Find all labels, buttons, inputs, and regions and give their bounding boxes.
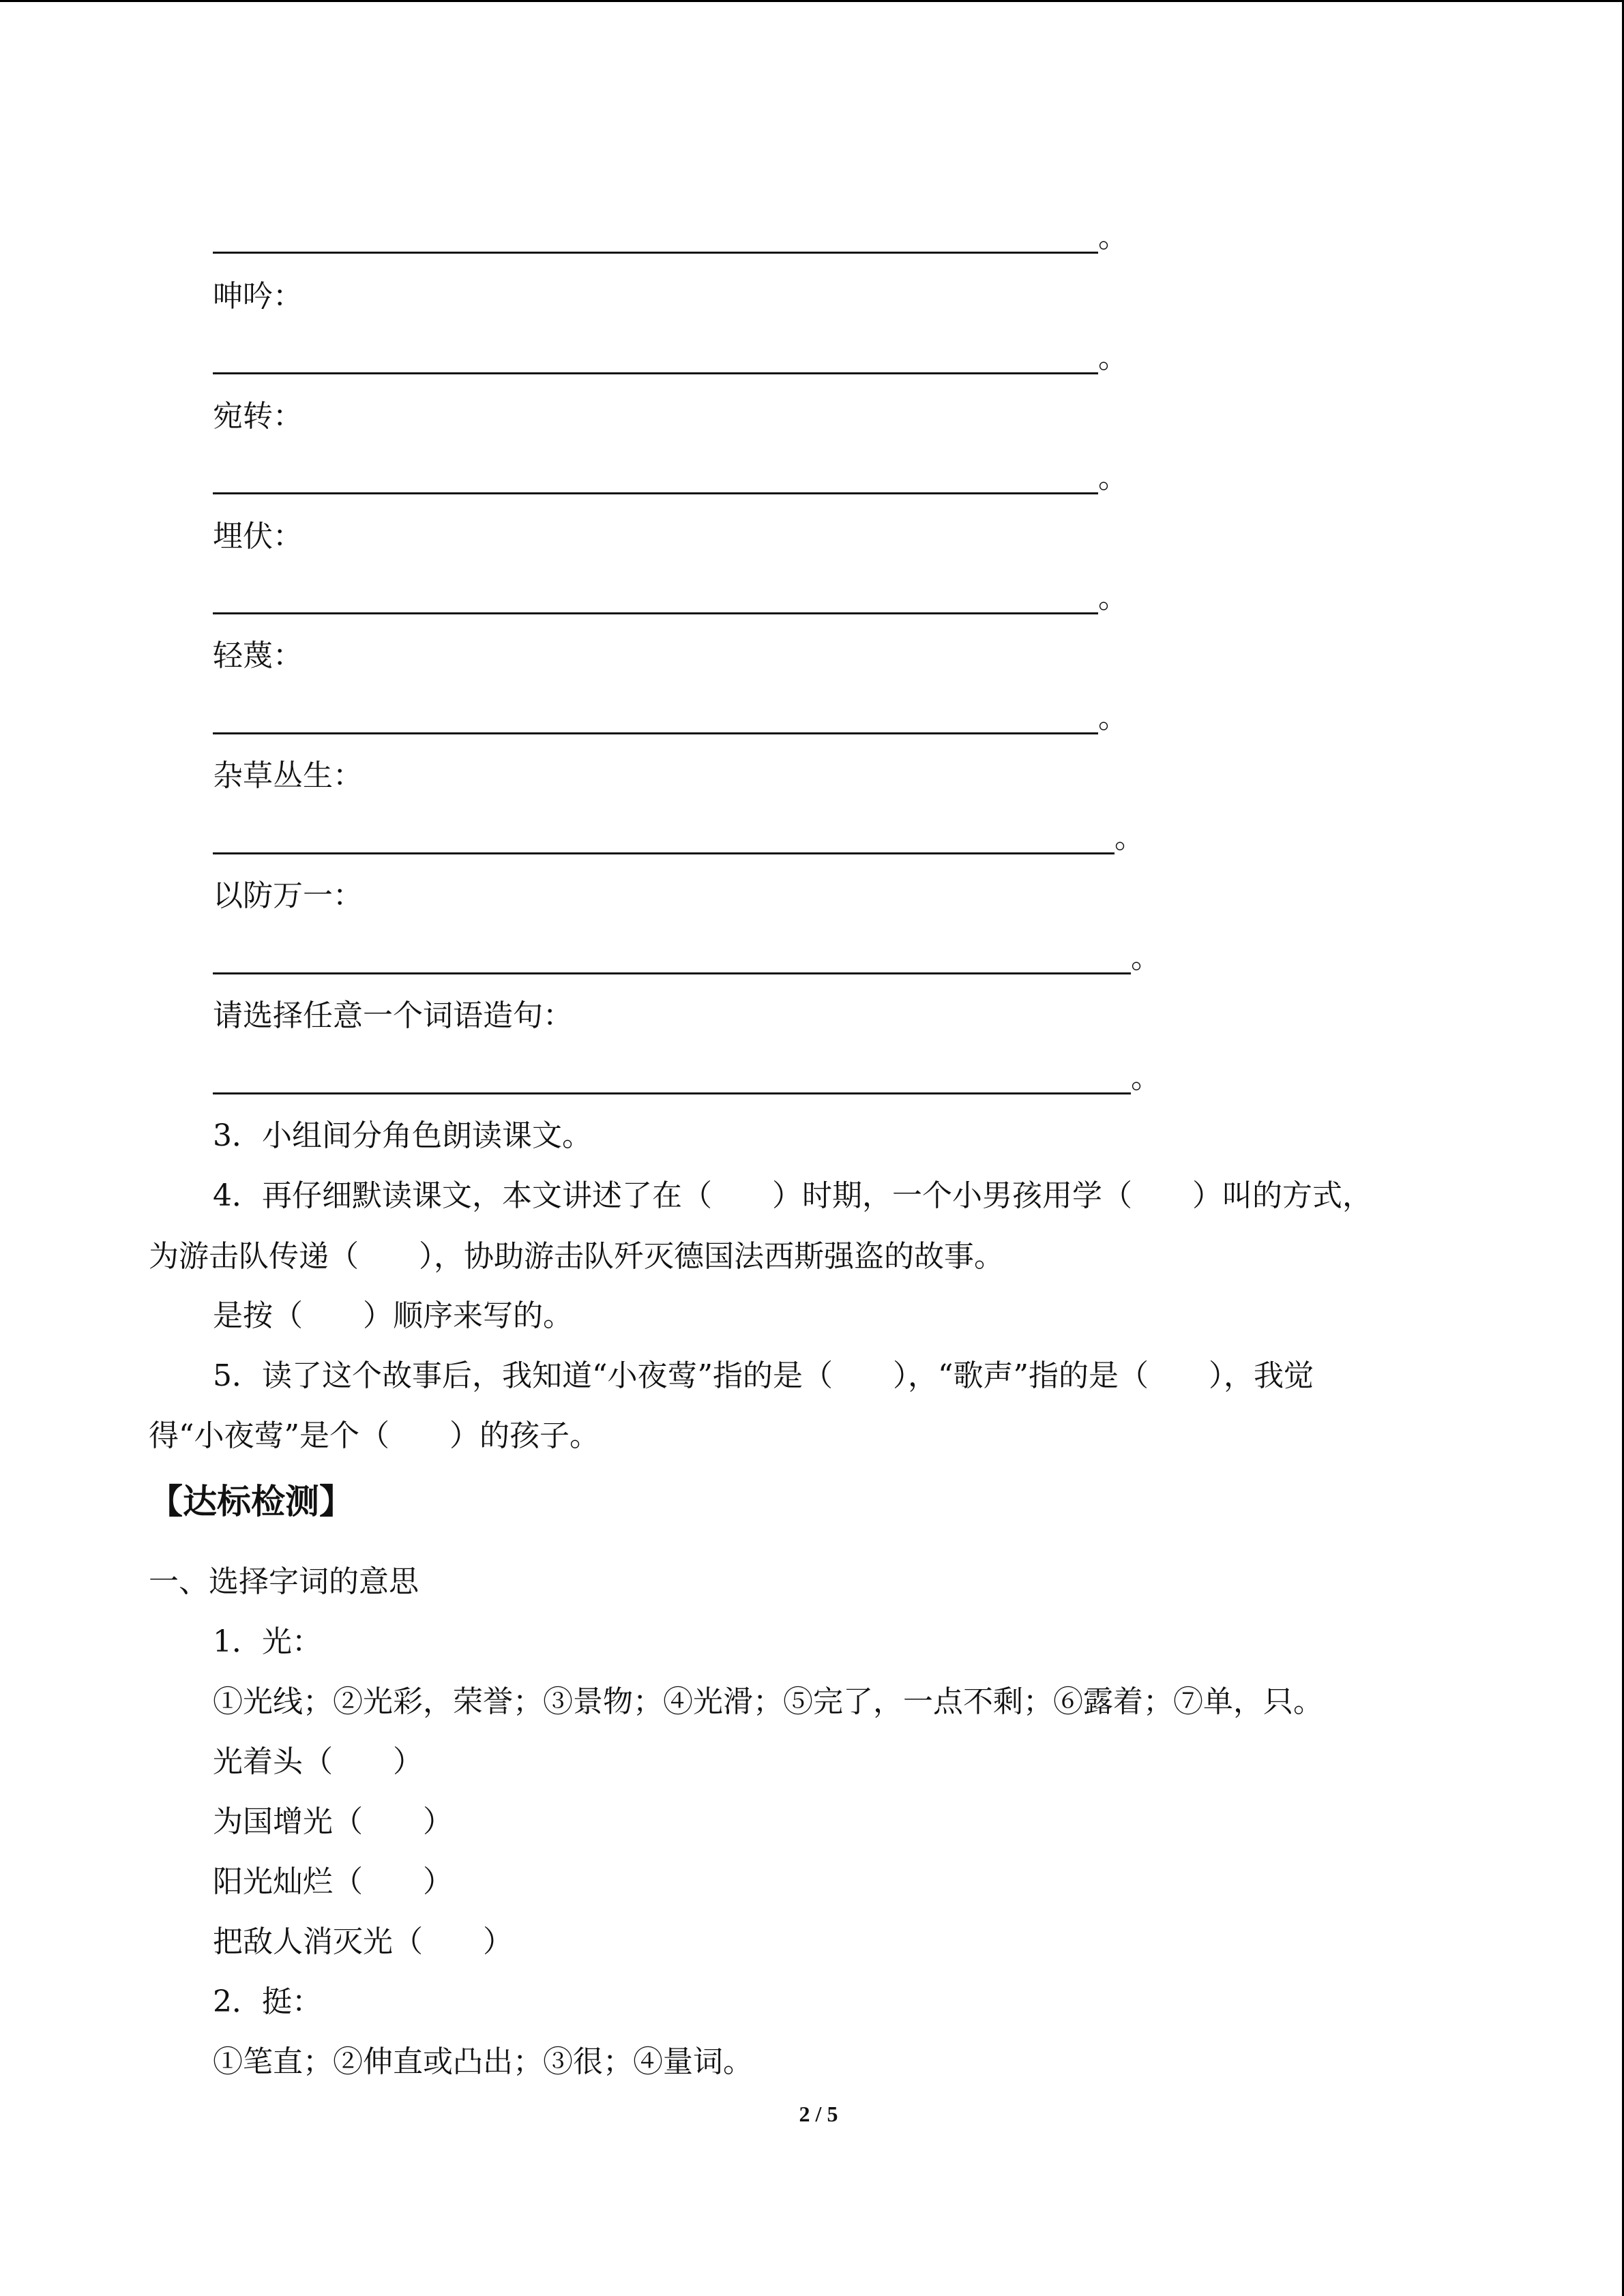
item-1-phrase: 把敌人消灭光（ ） <box>213 1924 513 1959</box>
answer-line[interactable] <box>213 252 1098 254</box>
vocab-word-label: 以防万一： <box>213 878 363 913</box>
vocab-word-label: 宛转： <box>213 399 303 434</box>
question-5-line-1: 5．读了这个故事后，我知道“小夜莺”指的是（ ），“歌声”指的是（ ），我觉 <box>213 1358 1314 1393</box>
item-1-options: ①光线；②光彩，荣誉；③景物；④光滑；⑤完了，一点不剩；⑥露着；⑦单，只。 <box>213 1684 1323 1719</box>
answer-line[interactable] <box>213 732 1098 734</box>
part-title: 一、选择字词的意思 <box>149 1564 419 1599</box>
section-heading: 【达标检测】 <box>149 1482 353 1521</box>
question-3: 3．小组间分角色朗读课文。 <box>213 1118 592 1153</box>
item-1-phrase: 光着头（ ） <box>213 1744 423 1779</box>
vocab-word-label: 埋伏： <box>213 519 303 554</box>
answer-line[interactable] <box>213 972 1131 974</box>
answer-line[interactable] <box>213 852 1114 854</box>
item-2-title: 2．挺： <box>213 1984 322 2019</box>
item-1-title: 1．光： <box>213 1624 322 1659</box>
item-2-options: ①笔直；②伸直或凸出；③很；④量词。 <box>213 2044 753 2079</box>
question-4-line-1: 4．再仔细默读课文，本文讲述了在（ ）时期，一个小男孩用学（ ）叫的方式， <box>213 1178 1372 1213</box>
question-5-line-2: 得“小夜莺”是个（ ）的孩子。 <box>149 1418 600 1453</box>
period-mark: 。 <box>1114 820 1145 855</box>
question-4-line-3: 是按（ ）顺序来写的。 <box>213 1298 573 1333</box>
period-mark: 。 <box>1098 340 1128 375</box>
page-number: 2 / 5 <box>799 2102 838 2126</box>
item-1-phrase: 为国增光（ ） <box>213 1804 453 1839</box>
question-4-line-2: 为游击队传递（ ），协助游击队歼灭德国法西斯强盗的故事。 <box>149 1239 1004 1274</box>
answer-line[interactable] <box>213 492 1098 494</box>
answer-line[interactable] <box>213 1092 1131 1094</box>
period-mark: 。 <box>1098 220 1128 254</box>
period-mark: 。 <box>1131 1060 1161 1095</box>
vocab-word-label: 杂草丛生： <box>213 758 363 793</box>
answer-line[interactable] <box>213 612 1098 614</box>
vocab-word-label: 轻蔑： <box>213 638 303 673</box>
period-mark: 。 <box>1098 580 1128 615</box>
answer-line[interactable] <box>213 372 1098 374</box>
vocab-word-label: 呻吟： <box>213 279 303 314</box>
period-mark: 。 <box>1098 460 1128 495</box>
item-1-phrase: 阳光灿烂（ ） <box>213 1864 453 1899</box>
sentence-prompt: 请选择任意一个词语造句： <box>213 998 573 1033</box>
page-border-top <box>0 0 1624 2</box>
period-mark: 。 <box>1131 940 1161 975</box>
period-mark: 。 <box>1098 700 1128 735</box>
